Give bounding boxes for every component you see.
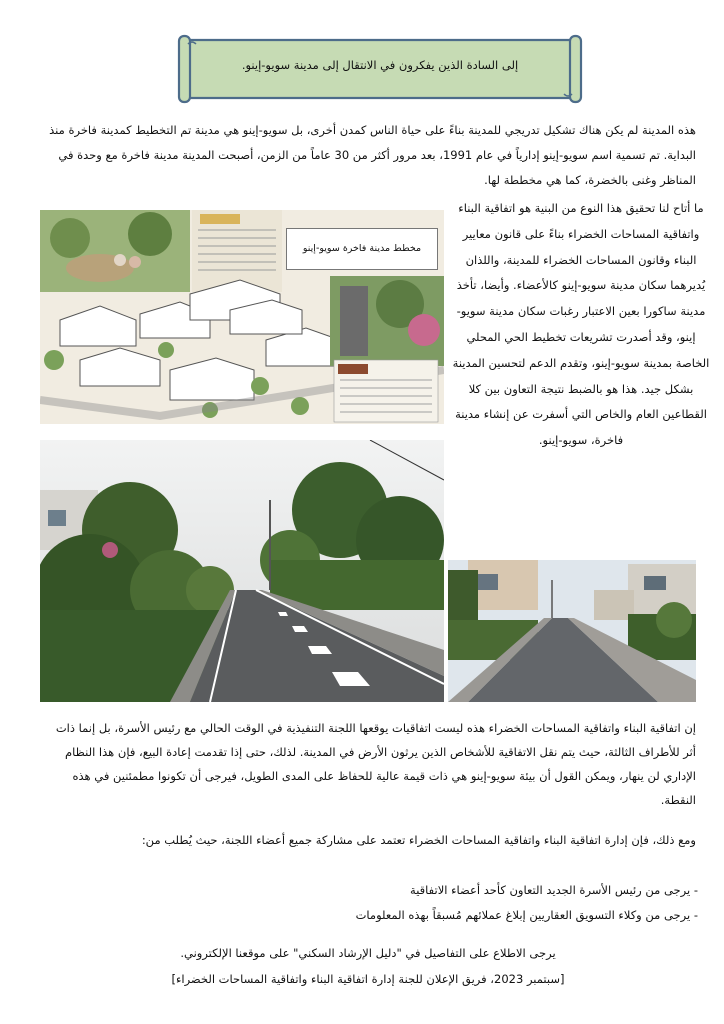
- scroll-banner: [176, 34, 584, 104]
- banner-title: إلى السادة الذين يفكرون في الانتقال إلى مدينة سويو-إينو.: [241, 58, 519, 72]
- agreement-paragraph: إن اتفاقية البناء واتفاقية المساحات الخضراء هذه ليست اتفاقيات يوقعها اللجنة التنفيذية في الوقت الحالي مع رئيس الأسرة، بل إنما ذات أثر للأطراف الثالثة، حيث يتم نقل الاتفاقية للأشخاص الذين يرثون الأرض في المدينة. لذلك، حتى إذا تقدمت إعادة البيع، فإن هذا النظام الإداري لن ينهار، ويمكن القول أن بيئة سويو-إينو هي ذات قيمة عالية للحفاظ على المدى الطويل، فيرجى أن تكونوا مطمئنين في هذه النقطة.: [55, 721, 696, 807]
- footer-signature: [سبتمبر 2023، فريق الإعلان للجنة إدارة اتفاقية البناء واتفاقية المساحات الخضراء]: [171, 972, 565, 986]
- participation-paragraph: ومع ذلك، فإن إدارة اتفاقية البناء واتفاقية المساحات الخضراء تعتمد على مشاركة جميع أعضاء اللجنة، حيث يُطلب من:: [141, 833, 696, 847]
- intro-paragraph: هذه المدينة لم يكن هناك تشكيل تدريجي للمدينة بناءً على حياة الناس كمدن أخرى، بل سويو-إينو هي مدينة تم التخطيط كمدينة فاخرة منذ البداية. تم تسمية اسم سويو-إينو إدارياً في عام 1991، بعد مرور أكثر من 30 عاماً من الزمن، أصبحت المدينة مدينة فاخرة مع وحدة في المناظر وغنى بالخضرة، كما هي مخططة لها.: [49, 123, 696, 187]
- town-plan-illustration: [40, 210, 444, 424]
- plan-caption: مخطط مدينة فاخرة سويو-إينو: [286, 228, 438, 270]
- list-item: - يرجى من وكلاء التسويق العقاريين إبلاغ عملائهم مُسبقاً بهذه المعلومات: [355, 908, 698, 922]
- request-list: [180, 878, 698, 928]
- list-item: - يرجى من رئيس الأسرة الجديد التعاون كأحد أعضاء الاتفاقية: [410, 883, 698, 897]
- street-photo-side: [448, 560, 696, 702]
- side-paragraph: ما أتاح لنا تحقيق هذا النوع من البنية هو اتفاقية البناء واتفاقية المساحات الخضراء بناءً على قانون معايير البناء وقانون المساحات الخضراء للمدينة، واللذان يُديرهما سكان مدينة سويو-إينو كالأعضاء. وأيضا، تأخذ مدينة ساكورا بعين الاعتبار رغبات سكان مدينة سويو-إينو، وقد أصدرت تشريعات تخطيط الحي المحلي الخاصة بمدينة سويو-إينو، وتقدم الدعم لتحسين المدينة بشكل جيد. هذا هو بالضبط نتيجة التعاون بين كلا القطاعين العام والخاص التي أسفرت عن إنشاء مدينة فاخرة، سويو-إينو.: [452, 201, 710, 448]
- street-photo-main: [40, 440, 444, 702]
- guide-note: يرجى الاطلاع على التفاصيل في "دليل الإرشاد السكني" على موقعنا الإلكتروني.: [180, 946, 556, 960]
